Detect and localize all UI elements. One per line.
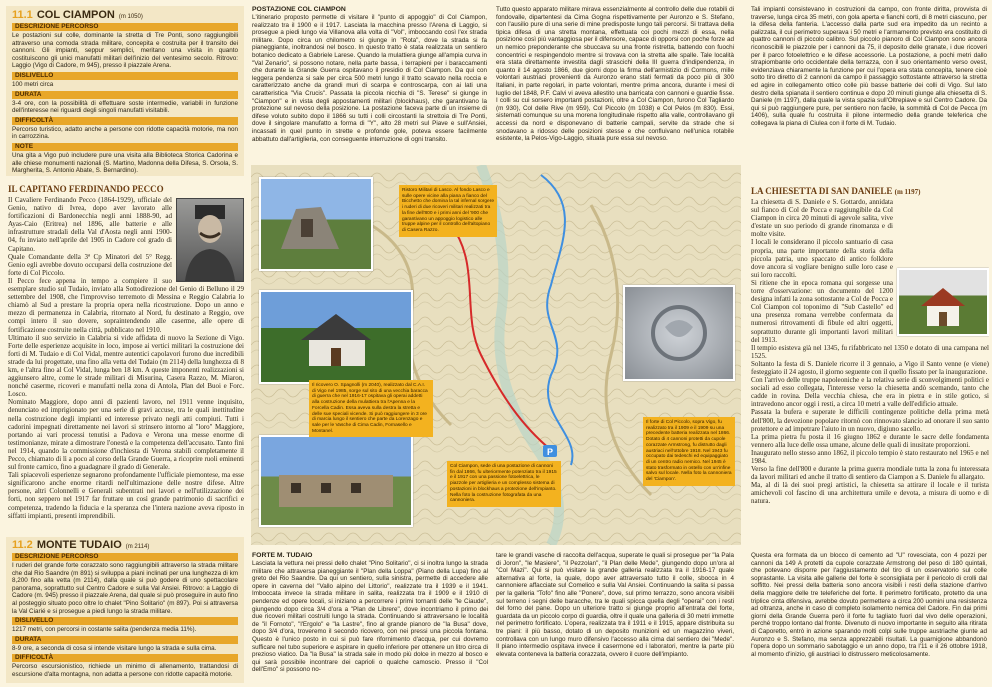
- col-ciampon-title: [12, 9, 238, 21]
- durata-label: DURATA: [12, 636, 238, 644]
- disl-label: DISLIVELLO: [12, 617, 238, 625]
- monte-tudaio-info-box: [6, 537, 244, 683]
- chapel-para: La chiesetta di S. Daniele e S. Gottardo, annidata sul fianco di Col de Pocca e raggiungibile da Col Ciampon in circa 20 minuti di agevole salita, vive d'estate un suo periodo di grande rinomanza e di molte visite.: [751, 198, 893, 239]
- chapel-para: Il tempio esisteva già nel 1345, fu rifabbricato nel 1350 e dotato di una campana nel 1525.: [751, 343, 989, 360]
- photo-forte-col-piccolo: [259, 435, 413, 527]
- right-text-column: [751, 6, 987, 178]
- chapel-section: [751, 186, 989, 546]
- diff-text: Percorso escursionistico, richiede un minimo di allenamento, trattandosi di escursione d'alta montagna, non adatta a persone con ridotte capacità motorie.: [12, 663, 238, 678]
- pecco-portrait: [176, 198, 244, 282]
- chapel-para: I locali le considerano il piccolo santuario di casa propria, una parte importante della storia della piccola patria, uno spaccato di antico folklore dove ancora si vogliare benigno sulle loro case e sui loro raccolti.: [751, 238, 893, 279]
- center-bottom-column: [496, 552, 734, 684]
- chapel-para: Con l'arrivo delle truppe napoleoniche e la relativa serie di sconvolgimenti politici e sociali ad esso collegata, l'interesse verso la chiesetta andò scemando, tanto che cadde in rovina. Della vecchia chiesa, che era in pietra e in stile gotico, si intravedono ancor oggi i resti, a circa 10 metri a valle dell'edificio attuale.: [751, 376, 989, 409]
- chapel-para: Verso la fine dell'800 e durante la prima guerra mondiale tutta la zona fu interessata da lavori militari ed anche il tratto di sentiero da Ciampon a S. Daniele fu allargato.: [751, 465, 989, 482]
- descr-label: DESCRIZIONE PERCORSO: [12, 553, 238, 561]
- note-ricovero-spagnolli: Il ricovero O. Spagnolli (m 2040), realizzato dal C.A.I. di Vigo nel 1985, sorge sul sito di una vecchia baracca di guerra che nel 1916-17 ospitava gli operai addetti alla costruzione della mulattiera tra l'Apenna e la Forcella Cadin. Essa aveva sulla destra la stretta e delle sue speciali vicende. Si può raggiungere in 3 ore di marcia lungo il sentiero che parte da Lorenzago e sale per le Vasche di Cima Cadin, Fornasello e Montanel.: [309, 380, 433, 437]
- photo-ricovero-spagnolli: [259, 290, 413, 384]
- center-bottom-text: tare le grandi vasche di raccolta dell'acqua, superate le quali si prosegue per "la Pala di Joron", "le Masiere", "il Pezzolan", "il Plan delle Mede", giungendo dopo un'ora al "Col Mazi". Qui si può visitare la grande galleria realizzata tra il 1916-17 quale alternativa al forte, la quale, dopo aver attraversato tutto il colle, sbocca in 4 cannoniere affacciate sul Comelico e sulla Val Ansiei. Continuando la salita si passa per la galleria "Tofo" fino alle "Ponere", dove, sul primo terrazzo, sono ancora visibili sul terreno i segni delle baracche, tra le quali spicca quella degli "operai" con i resti del forno del pane. Dopo un ulteriore tratto si giunge proprio all'entrata del forte, guardata da un piccolo corpo di guardia, oltre il quale una galleria di 30 metri immette nel perimetro fortificato. L'opera, realizzata tra il 1911 e il 1915, appare distribuita su tre piani: il più basso, dotato di un deposito munizioni ed un magazzino viveri, controllava con un lungo muro difensivo l'accesso alla cima dal sentiero dei "Mede". Il piano intermedio ospitava invece il casermone ed i laboratori, mentre la parte più elevata conteneva la batteria corazzata, ovvero il cuore dell'impianto.: [496, 552, 734, 658]
- chapel-para: Ma, al di là dei suoi pregi artistici, la chiesetta sa attirare il locale e il turista amichevoli col fascino di una architettura umile e devota, a misura di uomo e di natura.: [751, 481, 989, 506]
- chapel-para: Inaugurato nello stesso anno 1862, il piccolo tempio è stato restaurato nel 1965 e nel 1984.: [751, 448, 989, 465]
- right-text: Tali impianti consistevano in costruzioni da campo, con fronte diritta, provvista di traverse, lunga circa 35 metri, con gola aperta e fianchi corti, di 8 metri ciascuno, per la difesa della fanteria. L'accesso dalla parte sud era impedito da un recinto a palizzata, il cui perimetro superava i 50 metri e l'armamento previsto era costituito di quattro cannoni di piccolo calibro. Sul piccolo pianoro di Col Ciampon sono ancora riconoscibili le piazzole per i cannoni da 75, il deposito delle granate, i due ricoveri per il parco fotoelettrico e le difese accessorie. La postazione, a pochi metri dallo strapiombante orlo occidentale della terrazza, con il suo orientamento verso ovest, evidenziava chiaramente la funzione per cui l'opera era stata concepita, tenere cioè sotto tiro diretto di 2 cannoni da campo il passaggio sottostante attraverso la stretta ed agire in collegamento ottico colle più basse batterie dei colli di Vigo. Sul lato destro della spianata il sentiero continua e dopo 20 minuti giunge alla chiesetta di S. Daniele (m 1197), dalla quale la vista spazia sull'Oltrepiave e sul Centro Cadore. Da qui si può raggiungere pure, per sentiero non facile, la sommità di Col de Pecca (m 1406), sulla quale fu costruita il pilone intermedio della grande teleferica che collegava la piana di Ciulea con il forte di M. Tudaio.: [751, 6, 987, 127]
- note-label: NOTE: [12, 143, 238, 151]
- pecco-para: Il Pecco fece appena in tempo a compiere il suo esemplare studio sul Tudaio, inviato alla Sottodirezione del Genio di Belluno il 29 settembre del 1908, che l'improvviso terremoto di Messina e Reggio Calabria lo chiamò al Sud a prestare la propria opera nella ricostruzione. Dopo un anno e mezzo di permanenza in Calabria, ritornato al Nord, fu destinato a Reggio, ove compì intero il suo dovere, sopraintendendo alle caserme, alle opere di fortificazione costruite nella città, pubblicato nel 1910.: [8, 276, 244, 334]
- last-text: Questa era formata da un blocco di cemento ad "U" rovesciata, con 4 pozzi per cannoni da 149 A protetti da cupole corazzate Armstrong del peso di 180 quintali, che potevano disporre per l'aggiustamento del tiro di un osservatorio sul colle soprastante. La visita alle gallerie del forte è sconsigliata per il pericolo di crolli dal soffitto. Nei pressi della batteria sono ancora visibili i resti della stazione d'arrivo della maggiore delle tre teleferiche del forte. Il perimetro fortificato, protetto da una triplice cinta difensiva, avrebbe dovuto permettere a circa 200 uomini una resistenza ad oltranza, anche in caso di completo isolamento nemica del Cadore. Fin dai primi giorni della Grande Guerra però il forte fu tagliato fuori dal vivo delle operazioni, perché troppo lontano dal fronte. Divenuto di nuovo importante in seguito alla ritirata di Caporetto, entrò in azione sparando molti colpi sulle truppe austriache giunte ad Auronzo e S. Stefano, ma senza apprezzabili risultati. La guarnigione abbandonò l'opera dopo un sommario sabotaggio e un anno dopo, tra l'11 e il 26 ottobre 1918, al momento d'inizio, gli austriaci lo distrussero meticolosamente.: [751, 552, 987, 658]
- pecco-para: Ultimato il suo servizio in Calabria si vide affidata di nuovo la Sezione di Vigo. Forte delle esperienze acquisite in loco, impose ai vertici militari la costruzione dei forti di M. Tudaio e di Col Vidal, mentre autentici capolavori furono due incredibili strade da lui progettate, una fino alla vetta del Tudaio (m 2114) della lunghezza di 8 km, e l'altra fino al Col Vidal, lunga ben 18 km. A queste imponenti realizzazioni si aggiunsero altre, come le strade militari di Misurina, Casera Razzo, M. Miaron, nonché caserme, ricoveri e manufatti nella zona di Antola, Plan del Buoi e Forc. Losco.: [8, 333, 244, 399]
- center-text-column: [496, 6, 734, 164]
- section-altitude: (m 2114): [125, 544, 150, 550]
- center-text: Tutto questo apparato militare mirava essenzialmente al controllo delle due rotabili di fondovalle, dipartentesi da Cima Gogna rispettivamente per Auronzo e S. Stefano, con l'ausilio pure di una serie di mine predisposte lungo tali percorsi. Si trattava della tipica difesa di una stretta montana, effettuata coi pochi mezzi di essa, nella posizione così più vantaggiosa per il difensore, capace di opporsi con poche forze ad un nemico preponderante che sbuccava su una fronte ristretta, battendo con fuochi concentrici e respingendolo mentre si trovava con la stretta alle spalle. Tale località era stata direttamente investita dagli strascichi della III guerra d'indipendenza, in quanto il 14 agosto 1866, due giorni dopo la firma dell'armistizio di Cormons, mille volontari austriaci provenienti da Auronzo erano stati fermati da poco più di 300 Italiani, in parte regolari, in parte volontari, mentre prima ancora, durante i mesi di luglio del 1848, P.F. Calvi vi aveva allestito una barricata con cannoni e guardie fisse. I colli su cui sorsero importanti postazioni, oltre a Col Ciampon, furono Col Tagliardo (m 930), Col delle Rive (m 959), Col Piccolo (m 1038) e Col Pelos (m 830). Essi, sistemati comunque su una morena longitudinale rispetto alla valle, controllavano gli accessi da nord e disponevano di batterie campali, servite da strade che si snodavano a ridosso delle posizioni stesse e che confluivano nell'unica rotabile esistente, la Pelos-Vigo-Laggio, situata pure essa sul nevoso.: [496, 6, 734, 143]
- chapel-title: [751, 186, 989, 196]
- map-panel: [251, 165, 741, 545]
- durata-label: DURATA: [12, 91, 238, 99]
- portrait-figure-icon: [177, 199, 243, 281]
- disl-text: 1217 metri, con percorsi in costante salita (pendenza media 11%).: [12, 626, 197, 634]
- pecco-title: IL CAPITANO FERDINANDO PECCO: [8, 184, 164, 194]
- monte-tudaio-title: [12, 539, 238, 551]
- pecco-para: Quale Comandante della 3ª Cp Minatori del 5° Regg. Genio egli avrebbe dovuto occuparsi della costruzione del forte di Col Piccolo.: [8, 252, 172, 277]
- diff-text: Percorso turistico, adatto anche a persone con ridotte capacità motorie, ma non in carrozzina.: [12, 125, 238, 141]
- chapel-para: Passata la bufera e superate le difficili contingenze politiche della prima metà dell'800, la devozione popolare ritornò con rinnovato slancio ad onorare il suo santo protettore e ad impetrare l'aiuto in un nuovo, digiuno sacello.: [751, 408, 989, 433]
- postazione-text: L'itinerario proposto permette di visitare il "punto di appoggio" di Col Ciampon, realizzato tra il 1900 e il 1917. Lasciata la macchina presso l'Arena di Laggio, si prosegue a piedi lungo via Villanova alla volta di "Vol", imboccando così l'ex strada militare. Dopo circa un chilometro si giunge in "Rota", dove la strada si fa pianeggiante, inoltrandosi nel bosco. In questo tratto è stata realizzata un sentiero botanico dedicato a Gabriele Larese. Quando la mulattiera giunge all'ampia curva in "Val Zenario", si possono notare, nella parte bassa, i terrapieni per i baraccamenti che durante la Grande Guerra ospitavano il presidio di Col Ciampon. Da qui con leggera pendenza si sale per circa 500 metri lungo il tratto scavato nella roccia e caratterizzato anche da grandi muri di scarpa e controscarpa, con ai lati una caratteristica "Via Crucis". Passata la piccola nicchia di "S. Terese" si giunge in "Ciampon" e in vista degli appostamenti militari (blockhaus), che garantivano la protezione sul nevoso della posizione. La postazione faceva parte di un insieme di difese voluto subito dopo il 1866 su tutti i colli circostanti la strettoia di Tre Ponti, dove il singolare manufatto a forma di "Y", alto 28 metri sul Piave e sull'Ansiei, incassati in quel punto in strette e profonde gole, poteva essere facilmente abbattuto dall'artiglieria, con conseguente interruzione di ogni transito.: [252, 14, 487, 143]
- forte-section: [252, 552, 488, 684]
- pecco-para: Il Cavaliere Ferdinando Pecco (1864-1929), ufficiale del Genio, nativo di Ivrea, dopo aver lavorato alle fortificazioni di Bardonecchia negli anni 1888-90, ad Ayas-Caio (Eritrea) nel 1896, alle batterie e alle infrastrutture stradali della Val d'Aosta negli anni 1900-04, fu inviato nell'aprile del 1905 in Cadore col grado di Capitano.: [8, 196, 172, 253]
- chapel-title-text: LA CHIESETTA DI SAN DANIELE: [751, 186, 893, 196]
- disl-text: 100 metri circa: [12, 80, 54, 88]
- svg-text:P: P: [546, 447, 554, 457]
- note-forte-col-piccolo: Il forte di Col Piccolo, sopra Vigo, fu realizzato tra il 1909 e il 1909 su una precedente batteria realizzata nel 1866. Dotato di 4 cannoni protetti da cupole corazzate Armstrong, fu distrutto dagli austriaci nell'ottobre 1918. Nel 1943 fu occupato dai tedeschi ed equipaggiato di un centro radio nemico. Nel 1945 è stato trasformato in ostello con un'infine salvo sul locale. Nella foto la cannoniera del 'Ciampon'.: [643, 417, 735, 486]
- durata-text: 3-4 ore, con la possibilità di effettuare soste intermedie, variabili in funzione dell'interesse nei riguardi degli singoli manufatti visitabili.: [12, 99, 238, 115]
- postazione-section: [252, 6, 487, 164]
- col-ciampon-info-box: [6, 6, 244, 176]
- chapel-icon: [899, 270, 987, 334]
- note-col-ciampon: Col Ciampon, sede di una postazione di cannoni fin dal 1866, fu ulteriormente potenziato tra il 1915 e il 1917 con una passione fotoelettrica, le piazzole per artiglieria e un complesso sistema di postazioni in blockhaus a protezione dell'impianto. Nella foto la costruzione fotografata da una cannoniera.: [447, 461, 561, 507]
- note-text: Una gita a Vigo può includere pure una visita alla Biblioteca Storica Cadorina e alle chiese monumenti nazionali (S. Martino, Madonna della Difesa, S. Orsola, S. Margherita, S. Antonio Abate, S. Bernardino).: [12, 151, 238, 175]
- descr-text: Le postazioni sul colle, dominante la stretta di Tre Ponti, sono raggiungibili attraverso una comoda strada militare, concepita e costruita per il transito dei cannoni. Gli impianti, seppur semplici, meritano una visita in quanto costituiscono gli unici manufatti militari dell'inizio del ventesimo secolo. Ritrovo: Laggio (Vigo di Cadore, m 945), presso il piazzale Arena.: [12, 32, 238, 70]
- forte-title: FORTE M. TUDAIO: [252, 552, 313, 559]
- last-column: [751, 552, 987, 684]
- section-number: 11.1: [12, 9, 33, 21]
- postazione-title: POSTAZIONE COL CIAMPON: [252, 6, 346, 13]
- section-name: COL CIAMPON: [36, 9, 115, 21]
- chapel-altitude: (m 1197): [894, 188, 921, 196]
- chapel-para: Soltanto la festa di S. Daniele ricorre il 3 gennaio, a Vigo il Santo venne (e viene) festeggiato il 24 agosto, il giorno seguente con il quello fissato per la inaugurazione.: [751, 359, 989, 376]
- durata-text: 8-9 ore, a seconda di cosa si intende visitare lungo la strada e sulla cima.: [12, 644, 217, 652]
- chapel-photo: [897, 268, 989, 336]
- forte-text: Lasciata la vettura nei pressi dello chalet "Pino Solitario", ci si inoltra lungo la strada militare che attraversa pianeggiante il "Plan della Loppa" (Piano della Lupa) fino al greto del Rio Saandre. Da qui un sentiero, sulla sinistra, permette di accedere alle opere in caverna del "Vallo alpino del Littorio", realizzate tra il 1939 e il 1941. Imboccata invece la strada militare in salita, realizzata tra il 1909 e il 1910 di pendenze ed opere locali, si iniziano a percorrere i primi tornanti delle "le Ciaude", giungendo dopo circa 3/4 d'ora a "Plan de Librere", dove incontriamo il primo dei due ricoveri militari costruiti lungo la strada. Continuando si attraversano le località de "il Fornoto", "l'Ergolo" e "la Lastre", fino al grande pianoro de "la Busa" dove, dopo 3/4 d'ora, troveremo il secondo ricovero, con nei pressi una piccola fontana. Questo è l'unico posto in cui si può fare rifornimento d'acqua, per cui dovremo sufficare nel tubo superiore e aspirare in quello inferiore per ottenere un litro circa di prezioso viatico. Da "la Busa" la strada sale in modo più dolce in mezzo al bosco e qui sarà possibile incontrare dei caprioli o qualche camoscio. Presso il "Col dell'Emo" si possono no-: [252, 560, 488, 674]
- chapel-para: Si ritiene che in epoca romana qui sorgesse una torre d'osservazione: un documento del 1200 designa infatti la zona sottostante a Col de Pocca e Col Ciampon col toponimo di "Sub Castello" ed una presenza romana verrebbe confermata da numerosi ritrovamenti di fibule ed altri oggetti, soprattutto durante gli importanti lavori militari del 1913.: [751, 278, 893, 344]
- section-altitude: (m 1050): [118, 14, 143, 20]
- pecco-para: Nominato Maggiore, dopo anni di pazienti lavoro, nel 1911 venne inquisito, denunciato ed imprigionato per una serie di gravi accuse, tra le quali inettitudine nella costruzione degli impianti ed interesse privato negli atti compiuti. Tutti i cadorini impegnati direttamente nei lavori si strinsero intorno al "loro" Maggiore, portando ai vari processi tenutisi a Padova e Verona una messe enorme di testimonianze, mirate a dimostrare l'onestà e la competenza dell'accusato. Tanto fini nel 1914, quando la commissione d'inchiesta di Verona stabilì completamente il Pecco, chiamato di lì a poco al corso della Grande Guerra, a ricoprire ruoli eminenti sul fronte carnico, fino a guadagnare il grado di Generale.: [8, 398, 244, 472]
- section-number: 11.2: [12, 539, 33, 551]
- diff-label: DIFFICOLTÀ: [12, 117, 238, 125]
- pecco-para: Tali spiacevoli esperienze segnarono profondamente l'ufficiale piemontese, ma esse significarono anche enorme ritardi nell'ultimazione delle nostre difese. Altre persone, altri Colonnelli e Generali subentrati nei lavori e nell'utilizzazione dei forti, non seppero nel 1917 far fruttare un così grande patrimonio di sacrifici e competenza, tradendo la fiducia e la speranza che l'intera nazione aveva riposto in siffatti impianti, presenti imprendibili.: [8, 471, 244, 520]
- chapel-para: La prima pietra fu posta il 16 giugno 1862 e durante le sacre delle fondamenta vennero alla luce delle ossa umane, alcune delle quali di inusitate proporzioni.: [751, 432, 989, 449]
- pecco-section: [8, 184, 244, 532]
- note-ristoro-lasco: Ristoro Militari di Lasco. Al fondo Lasco e sulle opere vicine alla piana a fianco del Bicchetto che domina la tal infernal sorgere i ruderi di due ricoveri militari realizzati tra la fine dell'800 e i primi anni del '900 che garantivano un appoggio logistico alle truppe alpine per il controllo dell'altopiano di Casera Razzo.: [399, 185, 497, 237]
- descr-text: I ruderi del grande forte corazzato sono raggiungibili attraverso la strada militare che dal Rio Saandre (m 891) si sviluppa a piani inclinati per una lunghezza di km 8,200 fino alla vetta (m 2114), dalla quale si può godere di uno spettacolare panorama, soprattutto sul Centro Cadore e sulla Val Ansiei. Ritrovo: a Laggio di Cadore (m. 945) presso il piazzale Arena, dal quale si può proseguire in auto fino al posteggio situato poco oltre lo chalet "Pino Solitario" (m 897). Poi si attraversa la Val Ciarié e si prosegue a piedi lungo la strada militare.: [12, 562, 238, 615]
- photo-ruins-lasco: [259, 177, 373, 271]
- disl-label: DISLIVELLO: [12, 72, 238, 80]
- descr-label: DESCRIZIONE PERCORSO: [12, 23, 238, 31]
- photo-carved-stone: [623, 285, 735, 381]
- section-name: MONTE TUDAIO: [36, 539, 122, 551]
- diff-label: DIFFICOLTÀ: [12, 654, 238, 662]
